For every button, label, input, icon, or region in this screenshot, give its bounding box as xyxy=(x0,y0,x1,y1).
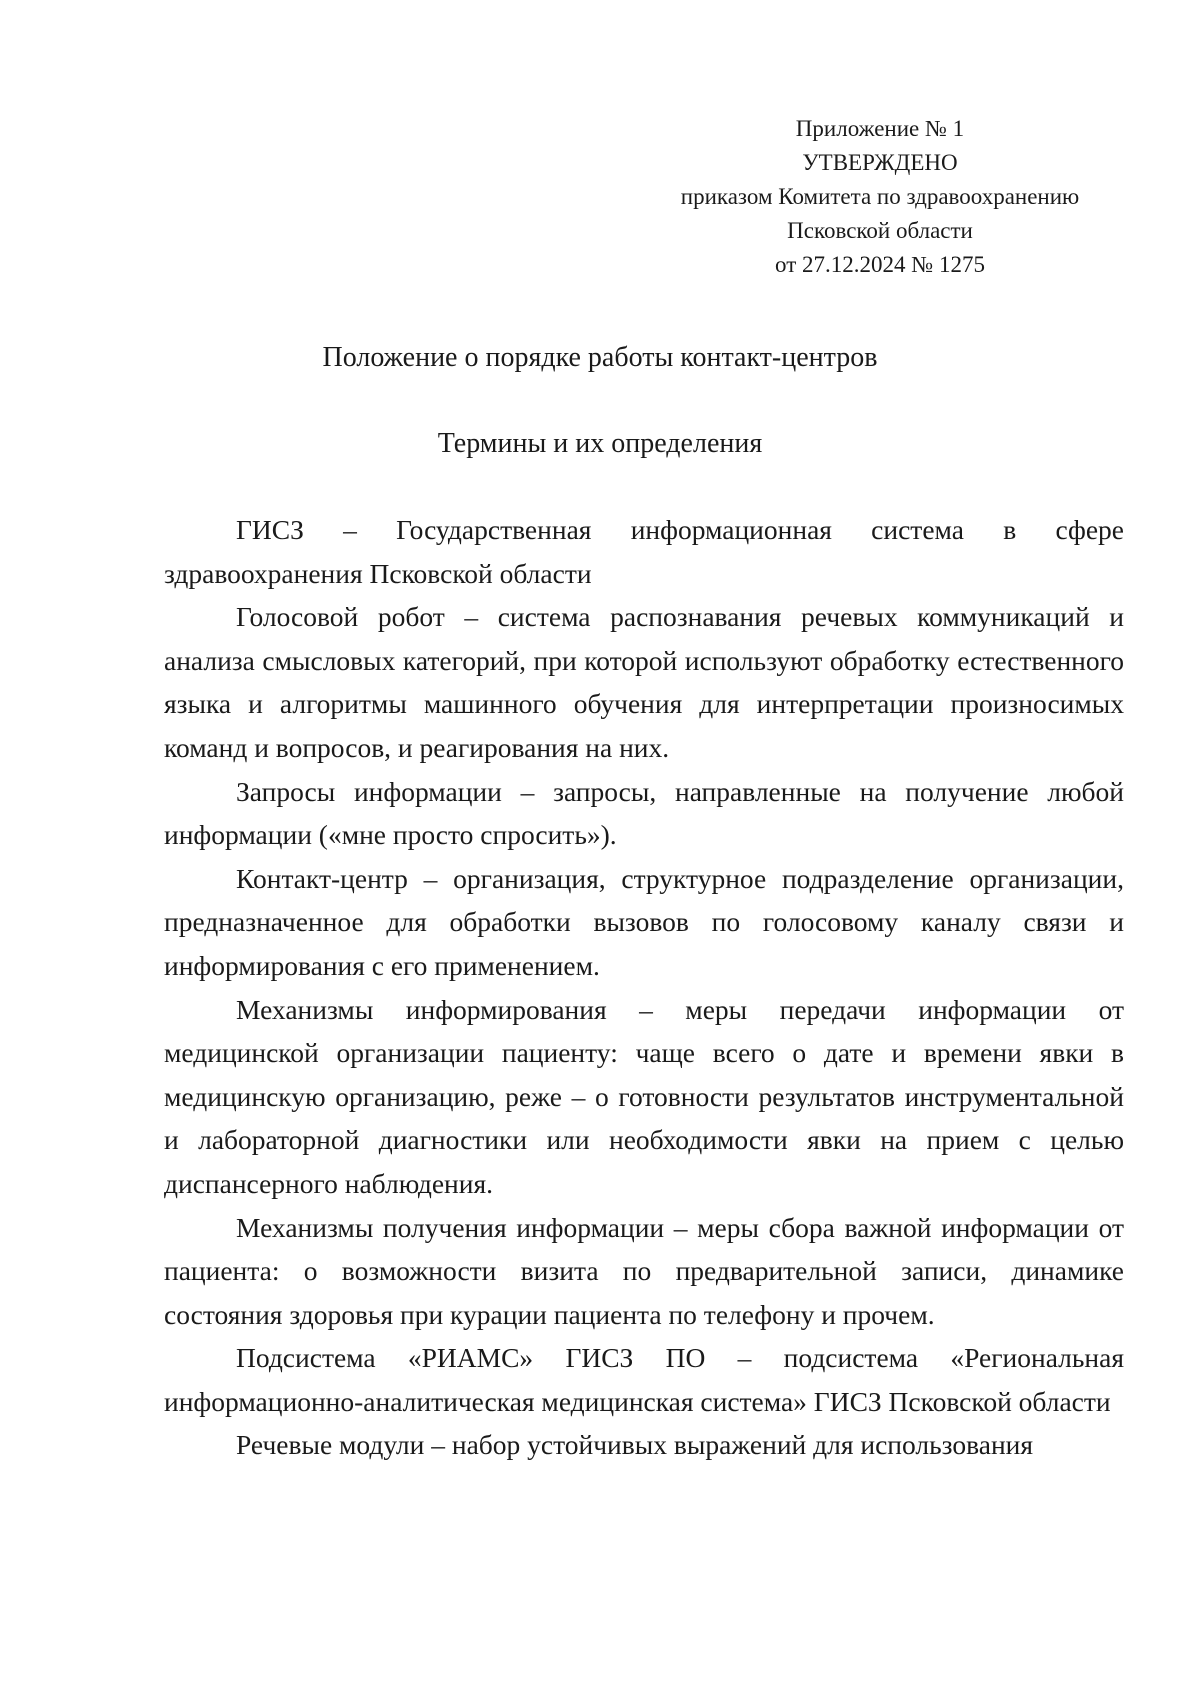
definition-paragraph: ГИСЗ – Государственная информационная система в сфере здравоохранения Псковской области xyxy=(164,514,1124,589)
approval-date-number: от 27.12.2024 № 1275 xyxy=(775,252,985,277)
definition-paragraph: Речевые модули – набор устойчивых выражений для использования xyxy=(236,1429,1034,1461)
section-title: Термины и их определения xyxy=(437,428,763,459)
definition-paragraph: Механизмы получения информации – меры сбора важной информации от пациента: о возможности визита по предварительной записи, динамике состояния здоровья при курации пациента по телефону и прочем. xyxy=(164,1211,1124,1330)
appendix-number: Приложение № 1 xyxy=(795,116,965,141)
approval-block xyxy=(640,112,1120,282)
document-title: Положение о порядке работы контакт-центров xyxy=(322,342,878,373)
definition-paragraph: Контакт-центр – организация, структурное подразделение организации, предназначенное для обработки вызовов по голосовому каналу связи и информирования с его применением. xyxy=(164,862,1124,981)
approved-stamp: УТВЕРЖДЕНО xyxy=(802,150,958,175)
definitions-body xyxy=(164,508,1124,1467)
definition-paragraph: Голосовой робот – система распознавания речевых коммуникаций и анализа смысловых категорий, при которой используют обработку естественного языка и алгоритмы машинного обучения для интерпретации произносимых команд и вопросов, и реагирования на них. xyxy=(164,601,1124,763)
approval-region-line: Псковской области xyxy=(787,218,973,243)
definition-paragraph: Подсистема «РИАМС» ГИСЗ ПО – подсистема «Региональная информационно-аналитическая медицинская система» ГИСЗ Псковской области xyxy=(164,1342,1124,1417)
definition-paragraph: Механизмы информирования – меры передачи информации от медицинской организации пациенту: чаще всего о дате и времени явки в медицинскую организацию, реже – о готовности результатов инструментальной и лабораторной диагностики или необходимости явки на прием с целью диспансерного наблюдения. xyxy=(164,993,1124,1199)
definition-paragraph: Запросы информации – запросы, направленные на получение любой информации («мне просто спросить»). xyxy=(164,775,1124,851)
approval-order-line: приказом Комитета по здравоохранению xyxy=(680,184,1080,209)
